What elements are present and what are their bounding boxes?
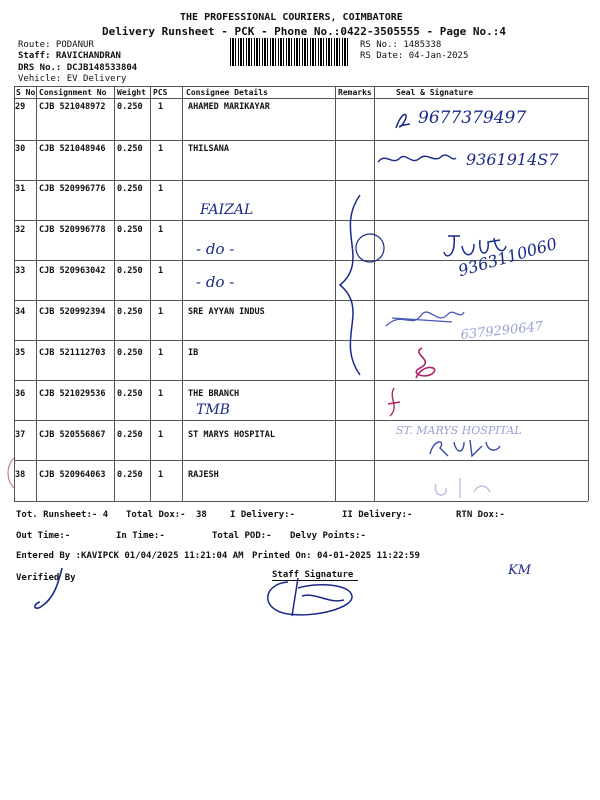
row-consignment-no: CJB 521048972 [39,102,106,112]
signature-icon [392,108,414,134]
out-time: Out Time:- [16,531,71,541]
handwritten-phone-large: 9363110060 [456,233,560,281]
row-pcs: 1 [158,184,164,194]
row-sno: 35 [15,348,26,358]
entered-by: Entered By :KAVIPCK 01/04/2025 11:21:04 AM [16,551,244,561]
row-consignment-no: CJB 520963042 [39,266,106,276]
row-consignment-no: CJB 521048946 [39,144,106,154]
row-consignment-no: CJB 520964063 [39,470,106,480]
scribble-signature-icon [382,304,466,332]
verified-initials: KM [508,563,532,578]
signature-icon [384,386,404,420]
row-consignee: THE BRANCH [188,389,240,399]
ditto-mark-32: - do - [196,240,235,258]
handwritten-branch-36: TMB [196,402,230,418]
col-sno: S No [16,88,36,97]
row-sno: 38 [15,470,26,480]
vehicle: Vehicle: EV Delivery [18,74,127,84]
row-weight: 0.250 [117,266,143,276]
row-pcs: 1 [158,266,164,276]
handwritten-consignee-32: FAIZAL [200,202,254,218]
signature-icon [402,344,442,384]
i-delivery: I Delivery:- [230,510,296,520]
row-pcs: 1 [158,144,164,154]
row-consignment-no: CJB 520556867 [39,430,106,440]
total-dox-value: 38 [196,510,207,520]
total-pod: Total POD:- [212,531,272,541]
row-pcs: 1 [158,389,164,399]
row-consignment-no: CJB 520996776 [39,184,106,194]
row-sno: 33 [15,266,26,276]
row-weight: 0.250 [117,430,143,440]
row-sno: 31 [15,184,26,194]
row-pcs: 1 [158,307,164,317]
signature-icon [426,434,502,460]
row-weight: 0.250 [117,225,143,235]
in-time: In Time:- [116,531,165,541]
row-consignment-no: CJB 521029536 [39,389,106,399]
row-consignment-no: CJB 520996778 [39,225,106,235]
drs-number: DRS No.: DCJB148533804 [18,63,138,73]
row-pcs: 1 [158,225,164,235]
barcode-icon [230,38,350,66]
printed-on: Printed On: 04-01-2025 11:22:59 [252,551,420,561]
total-dox-label: Total Dox:- [126,510,186,520]
row-pcs: 1 [158,348,164,358]
row-consignee: RAJESH [188,470,219,480]
ii-delivery: II Delivery:- [342,510,413,520]
rtn-dox: RTN Dox:- [456,510,505,520]
staff-signature-icon [258,574,358,620]
col-weight: Weight [117,88,146,97]
row-pcs: 1 [158,470,164,480]
row-weight: 0.250 [117,348,143,358]
row-consignment-no: CJB 521112703 [39,348,106,358]
col-pcs: PCS [153,88,168,97]
row-sno: 36 [15,389,26,399]
row-weight: 0.250 [117,470,143,480]
row-consignment-no: CJB 520992394 [39,307,106,317]
tot-runsheet: Tot. Runsheet:- 4 [16,510,109,520]
tamil-signature-icon [376,150,458,168]
row-sno: 34 [15,307,26,317]
row-weight: 0.250 [117,144,143,154]
delvy-points: Delvy Points:- [290,531,366,541]
rs-date: RS Date: 04-Jan-2025 [360,51,469,61]
verified-by: Verified By [16,573,76,583]
row-pcs: 1 [158,430,164,440]
col-consignee: Consignee Details [186,88,268,97]
runsheet-subtitle: Delivery Runsheet - PCK - Phone No.:0422-3505555 - Page No.:4 [102,25,506,38]
row-consignee: AHAMED MARIKAYAR [188,102,270,112]
handwritten-phone-34: 6379290647 [460,319,544,343]
row-weight: 0.250 [117,184,143,194]
row-consignee: THILSANA [188,144,229,154]
col-consignment-no: Consignment No [39,88,107,97]
row-sno: 30 [15,144,26,154]
margin-mark-icon [4,456,18,490]
verified-signature-icon [30,566,70,616]
staff-signature-label: Staff Signature [272,570,354,580]
route: Route: PODANUR [18,40,94,50]
row-weight: 0.250 [117,102,143,112]
col-seal-signature: Seal & Signature [396,88,474,97]
handwritten-phone-29: 9677379497 [418,108,527,128]
row-consignee: SRE AYYAN INDUS [188,307,265,317]
staff: Staff: RAVICHANDRAN [18,51,121,61]
row-pcs: 1 [158,102,164,112]
row-weight: 0.250 [117,389,143,399]
row-sno: 37 [15,430,26,440]
col-remarks: Remarks [338,88,372,97]
row-consignee: IB [188,348,199,358]
faint-signature-icon [430,474,494,502]
hospital-stamp-37: ST. MARYS HOSPITAL [396,424,522,437]
rs-number: RS No.: 1485338 [360,40,442,50]
row-sno: 32 [15,225,26,235]
large-bracket-mark [330,190,390,380]
ditto-mark-33: - do - [196,273,235,291]
row-weight: 0.250 [117,307,143,317]
company-name: THE PROFESSIONAL COURIERS, COIMBATORE [180,12,403,23]
row-sno: 29 [15,102,26,112]
handwritten-phone-30: 9361914S7 [466,150,559,169]
row-consignee: ST MARYS HOSPITAL [188,430,275,440]
